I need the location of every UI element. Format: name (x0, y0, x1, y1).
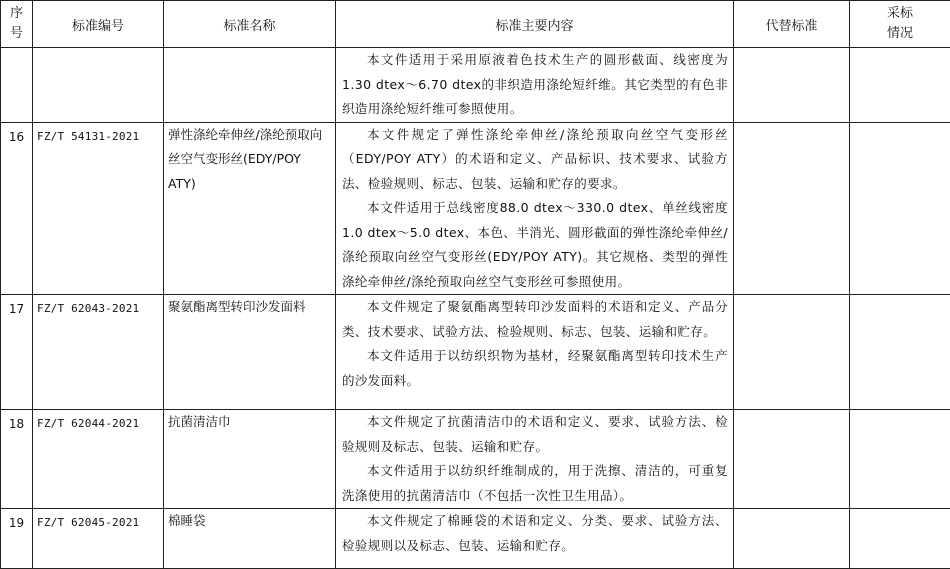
row-number: 19 (1, 509, 33, 569)
row-number: 18 (1, 410, 33, 509)
main-content (336, 295, 734, 410)
header-adopt (850, 1, 950, 48)
standard-name (164, 48, 336, 123)
header-adopt-line-1: 采标 (850, 4, 950, 24)
header-seq (1, 1, 33, 48)
table-row (1, 410, 950, 509)
header-std-no: 标准编号 (33, 1, 164, 48)
table-row (1, 122, 950, 295)
replace-standard (734, 48, 850, 123)
header-adopt-line-2: 情况 (850, 24, 950, 44)
standard-number: FZ/T 62044-2021 (33, 410, 164, 509)
replace-standard (734, 410, 850, 509)
content-paragraph: 本文件适用于总线密度88.0 dtex～330.0 dtex、单丝线密度1.0 dtex～5.0 dtex、本色、半消光、圆形截面的弹性涤纶牵伸丝/涤纶预取向丝空气变形丝(EDY/POY ATY)。其它规格、类型的弹性涤纶牵伸丝/涤纶预取向丝空气变形丝可参照使用。 (342, 196, 728, 294)
header-seq-line-2: 号 (1, 24, 32, 44)
table-row (1, 295, 950, 410)
main-content (336, 410, 734, 509)
header-seq-line-1: 序 (1, 4, 32, 24)
standard-name: 弹性涤纶牵伸丝/涤纶预取向丝空气变形丝(EDY/POY ATY) (164, 122, 336, 295)
main-content (336, 48, 734, 123)
standard-name: 聚氨酯离型转印沙发面料 (164, 295, 336, 410)
row-number: 16 (1, 122, 33, 295)
row-number (1, 48, 33, 123)
standard-number (33, 48, 164, 123)
header-row (1, 1, 950, 48)
replace-standard (734, 295, 850, 410)
standard-name: 棉睡袋 (164, 509, 336, 569)
table-row (1, 48, 950, 123)
main-content (336, 122, 734, 295)
standard-name: 抗菌清洁巾 (164, 410, 336, 509)
adoption-status (850, 122, 950, 295)
content-paragraph: 本文件适用于采用原液着色技术生产的圆形截面、线密度为1.30 dtex～6.70 dtex的非织造用涤纶短纤维。其它类型的有色非织造用涤纶短纤维可参照使用。 (342, 48, 728, 122)
content-paragraph: 本文件适用于以纺织织物为基材，经聚氨酯离型转印技术生产的沙发面料。 (342, 344, 728, 393)
adoption-status (850, 410, 950, 509)
replace-standard (734, 122, 850, 295)
content-paragraph: 本文件规定了棉睡袋的术语和定义、分类、要求、试验方法、检验规则以及标志、包装、运输和贮存。 (342, 509, 728, 558)
standard-number: FZ/T 62043-2021 (33, 295, 164, 410)
standard-number: FZ/T 54131-2021 (33, 122, 164, 295)
content-paragraph: 本文件适用于以纺织纤维制成的，用于洗擦、清洁的，可重复洗涤使用的抗菌清洁巾（不包括一次性卫生用品）。 (342, 459, 728, 508)
row-number: 17 (1, 295, 33, 410)
content-paragraph: 本文件规定了抗菌清洁巾的术语和定义、要求、试验方法、检验规则及标志、包装、运输和贮存。 (342, 410, 728, 459)
content-paragraph: 本文件规定了弹性涤纶牵伸丝/涤纶预取向丝空气变形丝（EDY/POY ATY）的术语和定义、产品标识、技术要求、试验方法、检验规则、标志、包装、运输和贮存的要求。 (342, 123, 728, 197)
header-content: 标准主要内容 (336, 1, 734, 48)
header-std-name: 标准名称 (164, 1, 336, 48)
content-paragraph: 本文件规定了聚氨酯离型转印沙发面料的术语和定义、产品分类、技术要求、试验方法、检验规则、标志、包装、运输和贮存。 (342, 295, 728, 344)
standard-number: FZ/T 62045-2021 (33, 509, 164, 569)
adoption-status (850, 48, 950, 123)
adoption-status (850, 295, 950, 410)
header-replace: 代替标准 (734, 1, 850, 48)
